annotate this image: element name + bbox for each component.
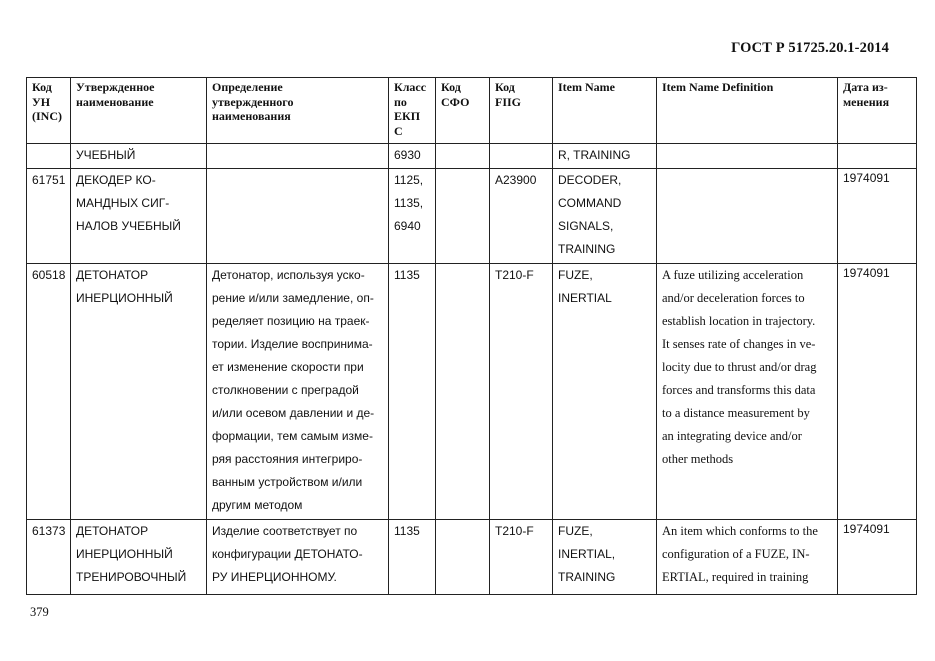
cell-fiig: A23900 <box>490 169 553 264</box>
page-number: 379 <box>30 605 49 619</box>
col-header-change-date: Дата из- менения <box>838 78 917 144</box>
cell-class: 1135 <box>389 264 436 520</box>
cell-item-name: DECODER, COMMAND SIGNALS, TRAINING <box>553 169 657 264</box>
cell-definition: Изделие соответствует по конфигурации ДЕТОНАТО- РУ ИНЕРЦИОННОМУ. <box>207 520 389 595</box>
cell-sfo <box>436 169 490 264</box>
cell-inc: 61751 <box>27 169 71 264</box>
cell-inc: 60518 <box>27 264 71 520</box>
table-row <box>27 520 917 595</box>
col-header-approved-name: Утвержденное наименование <box>71 78 207 144</box>
cell-name: УЧЕБНЫЙ <box>71 144 207 169</box>
cell-fiig <box>490 144 553 169</box>
col-header-definition: Определение утвержденного наименования <box>207 78 389 144</box>
cell-date <box>838 144 917 169</box>
col-header-item-name-definition: Item Name Definition <box>657 78 838 144</box>
cell-inc <box>27 144 71 169</box>
header-row <box>27 78 917 144</box>
cell-date: 1974091 <box>838 264 917 520</box>
cell-sfo <box>436 264 490 520</box>
cell-name: ДЕТОНАТОР ИНЕРЦИОННЫЙ <box>71 264 207 520</box>
cell-date: 1974091 <box>838 169 917 264</box>
col-header-class: Класс по ЕКП С <box>389 78 436 144</box>
cell-sfo <box>436 520 490 595</box>
cell-class: 6930 <box>389 144 436 169</box>
cell-inc: 61373 <box>27 520 71 595</box>
cell-item-definition <box>657 169 838 264</box>
gost-table <box>26 77 917 595</box>
col-header-inc: Код УН (INC) <box>27 78 71 144</box>
cell-definition <box>207 169 389 264</box>
cell-class: 1125, 1135, 6940 <box>389 169 436 264</box>
col-header-item-name: Item Name <box>553 78 657 144</box>
col-header-sfo: Код СФО <box>436 78 490 144</box>
cell-item-name: FUZE, INERTIAL, TRAINING <box>553 520 657 595</box>
cell-item-definition <box>657 144 838 169</box>
document-code: ГОСТ Р 51725.20.1-2014 <box>731 40 889 56</box>
cell-item-definition: A fuze utilizing acceleration and/or deceleration forces to establish location in trajectory. It senses rate of changes in ve- locity due to thrust and/or drag forces and transforms this data to a distance measurement by an integrating device and/or other methods <box>657 264 838 520</box>
table-row <box>27 264 917 520</box>
col-header-fiig: Код FIIG <box>490 78 553 144</box>
table-row <box>27 169 917 264</box>
cell-fiig: T210-F <box>490 264 553 520</box>
cell-item-definition: An item which conforms to the configuration of a FUZE, IN- ERTIAL, required in training <box>657 520 838 595</box>
cell-class: 1135 <box>389 520 436 595</box>
cell-item-name: R, TRAINING <box>553 144 657 169</box>
cell-fiig: T210-F <box>490 520 553 595</box>
cell-date: 1974091 <box>838 520 917 595</box>
cell-name: ДЕКОДЕР КО- МАНДНЫХ СИГ- НАЛОВ УЧЕБНЫЙ <box>71 169 207 264</box>
cell-definition: Детонатор, используя уско- рение и/или замедление, оп- ределяет позицию на траек- тории. Изделие воспринима- ет изменение скорости при столкновении с преградой и/или осевом давлении и де- формации, тем самым изме- ряя расстояния интегриро- ванным устройством и/или другим методом <box>207 264 389 520</box>
cell-item-name: FUZE, INERTIAL <box>553 264 657 520</box>
cell-sfo <box>436 144 490 169</box>
cell-name: ДЕТОНАТОР ИНЕРЦИОННЫЙ ТРЕНИРОВОЧНЫЙ <box>71 520 207 595</box>
cell-definition <box>207 144 389 169</box>
table-row <box>27 144 917 169</box>
